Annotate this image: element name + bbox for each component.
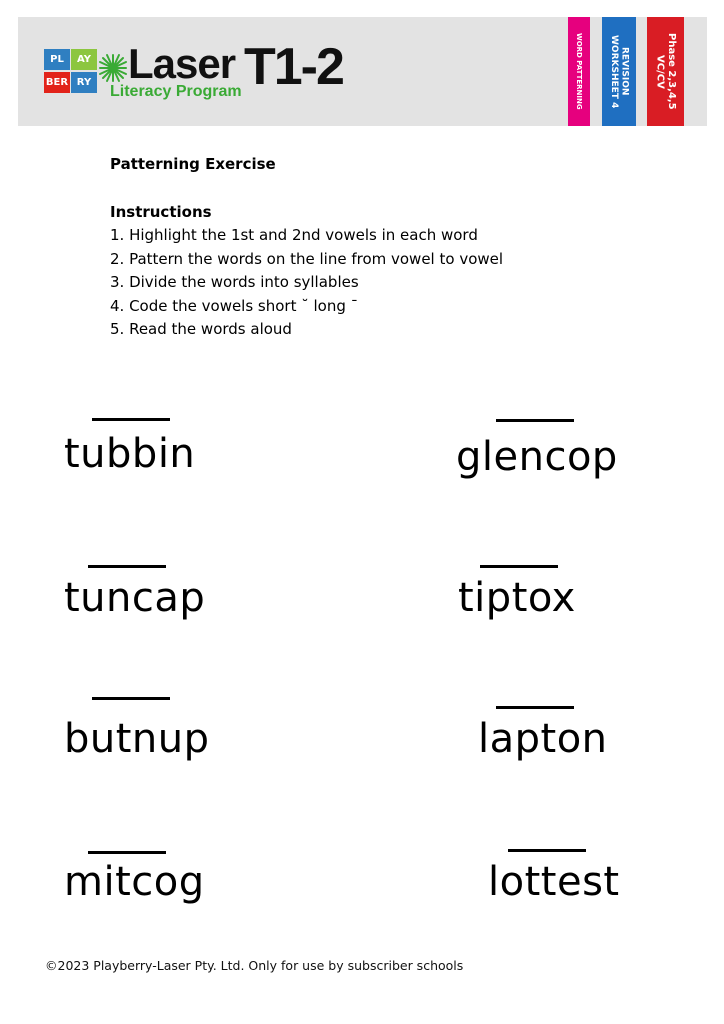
logo-piece: RY [71,72,97,93]
logo-piece: AY [71,49,97,70]
instruction-step: 2. Pattern the words on the line from vowel to vowel [110,249,504,268]
header-band [18,17,707,126]
pattern-line [496,706,574,709]
pattern-line [496,419,574,422]
brand-level: T1-2 [244,38,343,96]
instruction-step: 3. Divide the words into syllables [110,273,359,291]
tab-word-patterning [568,17,590,126]
logo-piece: BER [44,72,70,93]
pattern-line [508,849,586,852]
brand-name: Laser [128,40,236,87]
practice-word: butnup [64,716,210,762]
practice-word: lottest [488,859,620,905]
tab-revision-worksheet [602,17,636,126]
pattern-line [88,851,166,854]
pattern-line [88,565,166,568]
tab-label: WORD PATTERNING [575,33,584,110]
pattern-line [92,697,170,700]
instructions-list [110,224,503,342]
instruction-step: 1. Highlight the 1st and 2nd vowels in each word [110,226,478,244]
pattern-line [92,418,170,421]
instructions-section [110,153,503,342]
tab-label: Phase 2,3,4,5 VC/CV [654,33,677,110]
practice-word: lapton [478,716,608,762]
laser-burst-icon [98,53,128,83]
tab-phase [647,17,684,126]
playberry-logo [44,49,100,95]
exercise-title: Patterning Exercise [110,155,276,173]
instruction-step: 5. Read the words aloud [110,320,292,338]
instruction-step: 4. Code the vowels short ˘ long ¯ [110,296,359,315]
logo-piece: PL [44,49,70,70]
practice-word: mitcog [64,859,205,905]
practice-word: glencop [456,434,618,480]
pattern-line [480,565,558,568]
copyright-footer: ©2023 Playberry-Laser Pty. Ltd. Only for use by subscriber schools [45,958,464,973]
tab-label: REVISION WORKSHEET 4 [609,34,630,109]
practice-word: tuncap [64,575,206,621]
instructions-heading: Instructions [110,202,212,221]
practice-word: tiptox [458,575,576,621]
practice-word: tubbin [64,431,196,477]
brand-subtitle: Literacy Program [110,83,242,100]
